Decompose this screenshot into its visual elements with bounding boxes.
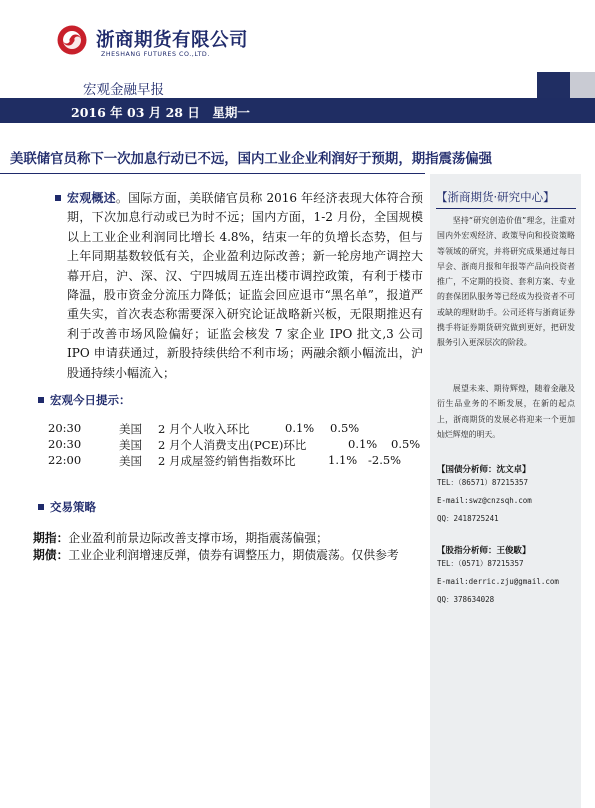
analyst-heading: 【股指分析师：王俊駇】 [437, 546, 531, 556]
analyst-tel: TEL：（86571）87215357 [437, 478, 528, 487]
analyst-qq: QQ：378634028 [437, 595, 495, 604]
indicator-prev: 1.1% [328, 453, 358, 467]
indicator-event: 2 月个人消费支出(PCE)环比 [158, 438, 307, 452]
strategy-label: 期指： [33, 531, 69, 545]
sidebar-divider [436, 208, 576, 209]
indicator-row [48, 421, 428, 437]
company-name-cn: 浙商期货有限公司 [96, 30, 249, 51]
strategy-text: 企业盈利前景边际改善支撑市场，期指震荡偏强； [68, 531, 328, 545]
indicator-time: 22:00 [48, 453, 82, 467]
company-name-en: ZHESHANG FUTURES CO.,LTD. [101, 51, 210, 58]
overview-paragraph [67, 189, 423, 383]
indicator-country: 美国 [119, 454, 142, 468]
indicator-forecast: 0.5% [330, 421, 360, 435]
indicator-row [48, 437, 428, 453]
overview-label: 宏观概述 [67, 191, 116, 205]
analyst-qq: QQ：2418725241 [437, 514, 499, 523]
sidebar-intro-paragraph: 坚持“研究创造价值”理念，注重对国内外宏观经济、政策导向和投资策略等领域的研究，并将研究成果通过每日早会、浙商月报和年报等产品向投资者推广，不定期的投资、套利方案、专业的套保团队服务等已经成为投资者不可或缺的理财助手。公司还将与浙商证券携手将证券期货研究做到更好，把研发服务引入更深层次的阶段。 [437, 216, 575, 348]
analyst-tel: TEL：（0571）87215357 [437, 559, 524, 568]
report-type-title: 宏观金融早报 [83, 82, 164, 98]
today-section-title: 宏观今日提示： [50, 393, 131, 407]
indicator-time: 20:30 [48, 437, 82, 451]
page-headline: 美联储官员称下一次加息行动已不远，国内工业企业利润好于预期，期指震荡偏强 [10, 152, 493, 167]
bullet-icon [38, 397, 44, 403]
analyst-email[interactable]: E-mail:derric.zju@gmail.com [437, 577, 559, 586]
company-logo-icon [57, 25, 87, 55]
strategy-item-bond-futures [33, 546, 399, 563]
strategy-section-title: 交易策略 [50, 500, 96, 514]
bullet-icon [55, 195, 61, 201]
indicator-prev: 0.1% [348, 437, 378, 451]
overview-text: 。国际方面，美联储官员称 2016 年经济表现大体符合预期，下次加息行动或已为时不远；国内方面，1-2 月份，全国规模以上工业企业利润同比增长 4.8%，结束一年的负增长态势，但与上年同期基数较低有关，企业盈利边际改善；新一轮房地产调控大幕开启，沪、深、汉、宁四城周五连出楼市调控政策，有利于楼市降温，股市资金分流压力降低；证监会回应退市“黑名单”，报道严重失实，首次表态称需要深入研究论证战略新兴板，无限期推迟有利于改善市场风险偏好；证监会核发 7 家企业 IPO 批文,3 公司 IPO 申请获通过，新股持续供给不利市场；两融余额小幅流出，沪股通持续小幅流入； [67, 191, 423, 380]
report-date: 2016 年 03 月 28 日 星期一 [71, 105, 250, 120]
indicator-time: 20:30 [48, 421, 82, 435]
header-decoration-dark [537, 72, 570, 98]
indicator-event: 2 月成屋签约销售指数环比 [158, 454, 296, 468]
indicator-event: 2 月个人收入环比 [158, 422, 250, 436]
sidebar-title: 【浙商期货·研究中心】 [436, 190, 555, 204]
indicator-country: 美国 [119, 438, 142, 452]
indicator-forecast: -2.5% [368, 453, 402, 467]
bullet-icon [38, 504, 44, 510]
analyst-email[interactable]: E-mail:swz@cnzsqh.com [437, 496, 532, 505]
strategy-item-index-futures [33, 529, 328, 546]
indicator-prev: 0.1% [285, 421, 315, 435]
indicator-forecast: 0.5% [391, 437, 421, 451]
sidebar-outlook-paragraph: 展望未来、期待辉煌，随着金融及衍生品业务的不断发展，在新的起点上，浙商期货的发展必将迎来一个更加灿烂辉煌的明天。 [437, 384, 575, 439]
analyst-heading: 【国债分析师：沈文卓】 [437, 465, 531, 475]
strategy-label: 期债： [33, 548, 69, 562]
strategy-text: 工业企业利润增速反弹，债券有调整压力，期债震荡。仅供参考 [68, 548, 399, 562]
headline-divider [0, 173, 425, 174]
indicator-country: 美国 [119, 422, 142, 436]
indicator-row [48, 453, 428, 469]
